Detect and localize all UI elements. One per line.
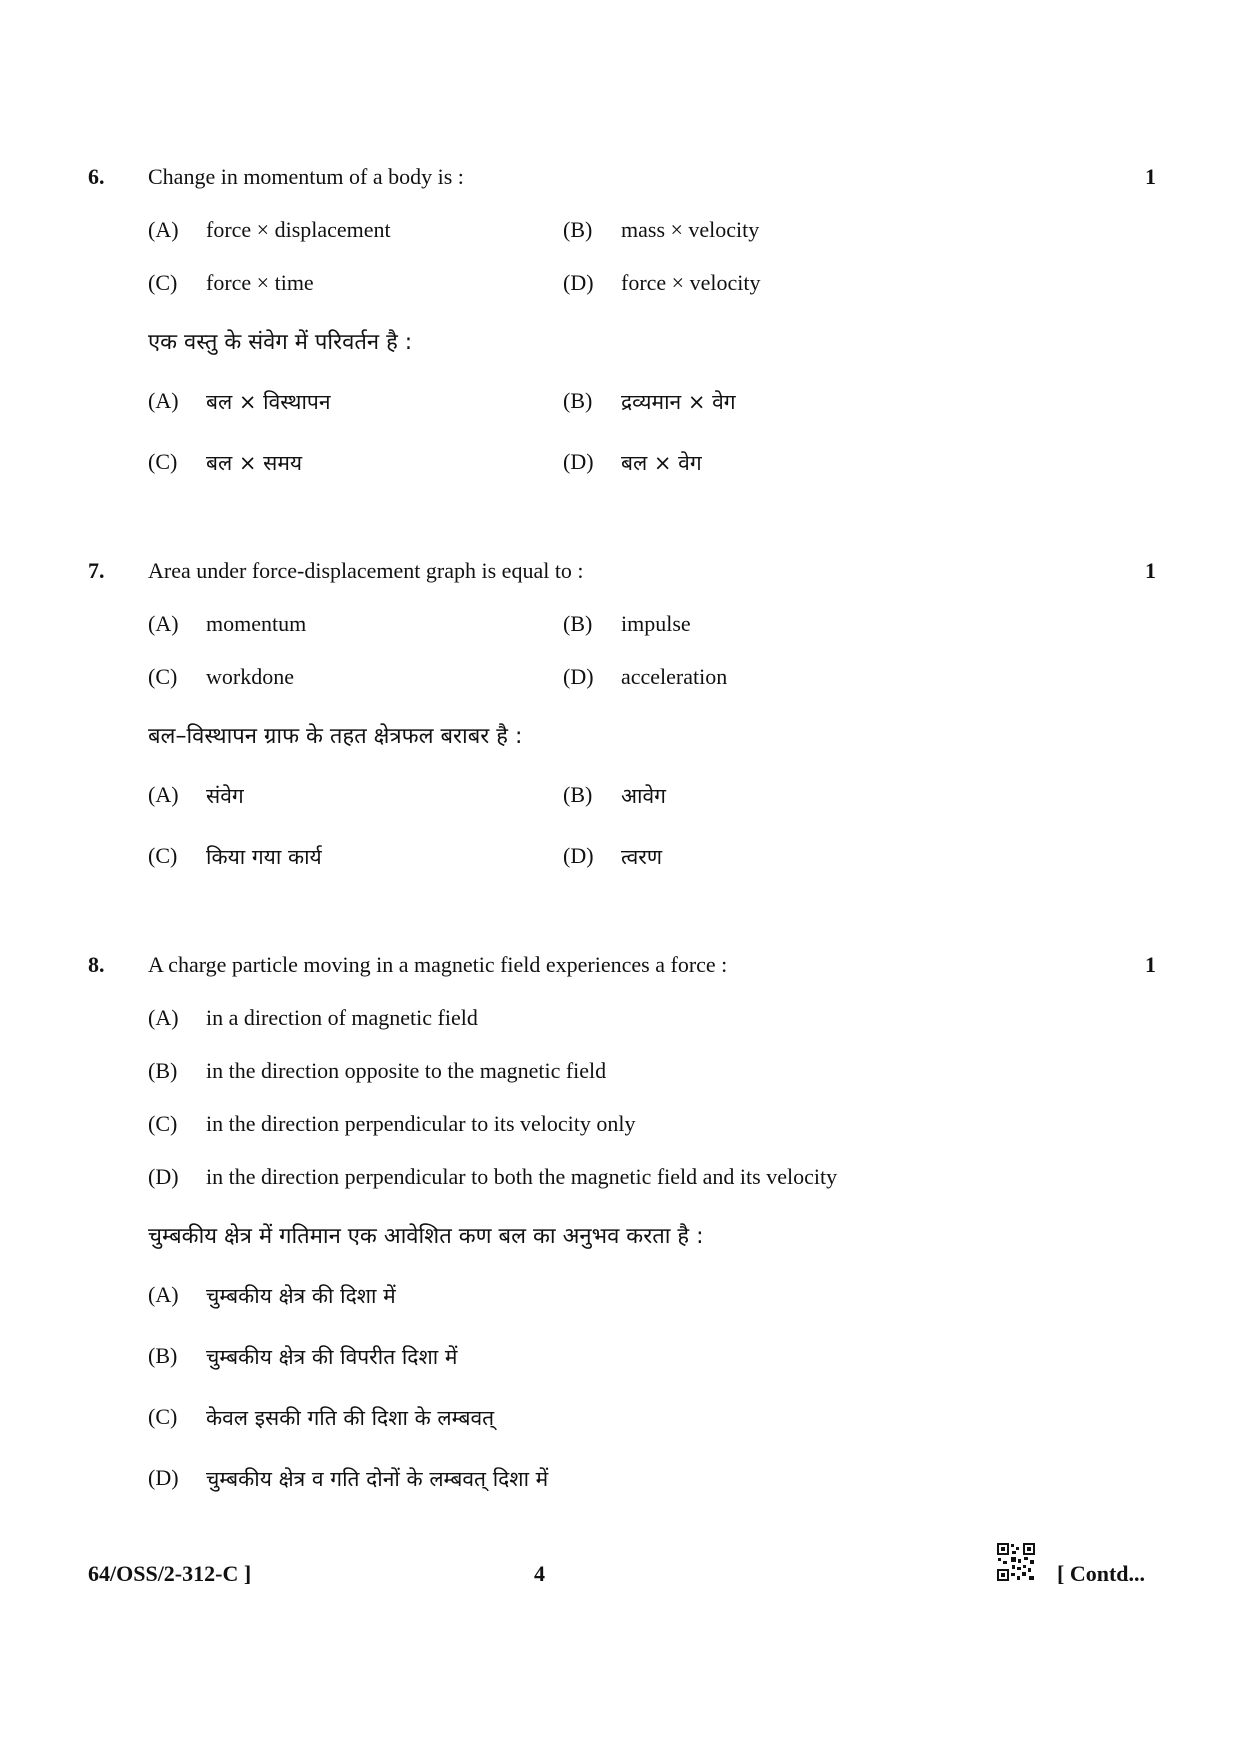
option-label: (B): [563, 388, 593, 413]
option-text: चुम्बकीय क्षेत्र की विपरीत दिशा में: [206, 1345, 458, 1369]
option-text: workdone: [206, 664, 294, 689]
option-label: (A): [148, 217, 179, 242]
option-label: (A): [148, 388, 179, 413]
option-label: (C): [148, 664, 178, 689]
option-label: (C): [148, 1111, 178, 1136]
option-label: (D): [148, 1164, 179, 1189]
question-text: Area under force-displacement graph is equal to :: [148, 558, 584, 583]
option-text: in the direction perpendicular to its velocity only: [206, 1111, 636, 1136]
option-text: चुम्बकीय क्षेत्र की दिशा में: [206, 1284, 396, 1308]
option-text: आवेग: [621, 784, 666, 808]
option-text: force × displacement: [206, 217, 391, 242]
question-text-hindi: बल–विस्थापन ग्राफ के तहत क्षेत्रफल बराबर है :: [148, 724, 523, 749]
option-text: momentum: [206, 611, 307, 636]
option-label: (B): [563, 782, 593, 807]
option-label: (D): [563, 664, 594, 689]
option-text: acceleration: [621, 664, 728, 689]
option-label: (B): [563, 611, 593, 636]
question-text-hindi: चुम्बकीय क्षेत्र में गतिमान एक आवेशित कण बल का अनुभव करता है :: [148, 1224, 704, 1249]
question-text: Change in momentum of a body is :: [148, 164, 464, 189]
option-text: चुम्बकीय क्षेत्र व गति दोनों के लम्बवत् दिशा में: [206, 1467, 549, 1491]
paper-code: 64/OSS/2-312-C ]: [88, 1561, 252, 1586]
option-label: (D): [563, 843, 594, 868]
option-label: (C): [148, 449, 178, 474]
option-label: (C): [148, 270, 178, 295]
option-text: force × time: [206, 270, 314, 295]
question-marks: 1: [1145, 952, 1156, 977]
continued-label: [ Contd...: [1057, 1561, 1146, 1586]
option-label: (D): [563, 270, 594, 295]
option-text: in a direction of magnetic field: [206, 1005, 478, 1030]
question-text-hindi: एक वस्तु के संवेग में परिवर्तन है :: [148, 330, 413, 355]
qr-code-icon: [996, 1542, 1036, 1582]
option-label: (A): [148, 1282, 179, 1307]
option-label: (B): [563, 217, 593, 242]
option-label: (D): [563, 449, 594, 474]
option-text: in the direction perpendicular to both the magnetic field and its velocity: [206, 1164, 838, 1189]
option-text: impulse: [621, 611, 691, 636]
option-label: (B): [148, 1343, 178, 1368]
question-marks: 1: [1145, 558, 1156, 583]
option-text: द्रव्यमान × वेग: [621, 390, 736, 414]
option-text: केवल इसकी गति की दिशा के लम्बवत्: [206, 1406, 495, 1430]
option-text: बल × वेग: [621, 451, 702, 475]
option-text: force × velocity: [621, 270, 761, 295]
option-text: किया गया कार्य: [206, 845, 322, 869]
option-text: संवेग: [206, 784, 244, 808]
option-text: त्वरण: [621, 845, 663, 869]
page-number: 4: [534, 1561, 545, 1586]
option-text: mass × velocity: [621, 217, 760, 242]
question-number: 6.: [88, 164, 105, 189]
question-number: 8.: [88, 952, 105, 977]
question-text: A charge particle moving in a magnetic field experiences a force :: [148, 952, 728, 977]
option-label: (C): [148, 1404, 178, 1429]
option-label: (B): [148, 1058, 178, 1083]
option-text: बल × समय: [206, 451, 303, 475]
option-label: (C): [148, 843, 178, 868]
option-text: बल × विस्थापन: [206, 390, 331, 414]
option-text: in the direction opposite to the magnetic field: [206, 1058, 607, 1083]
question-marks: 1: [1145, 164, 1156, 189]
question-number: 7.: [88, 558, 105, 583]
option-label: (A): [148, 611, 179, 636]
option-label: (D): [148, 1465, 179, 1490]
option-label: (A): [148, 1005, 179, 1030]
option-label: (A): [148, 782, 179, 807]
